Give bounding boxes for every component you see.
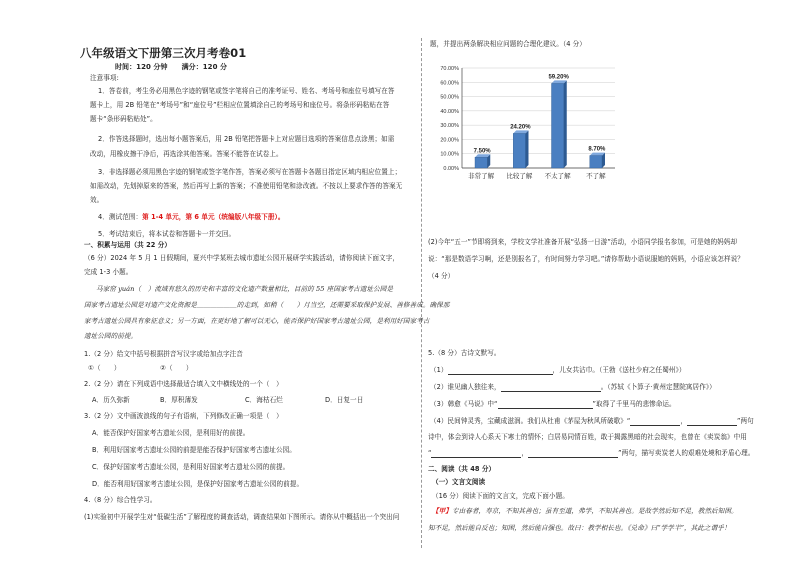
q4-part2-b: 说：“那是数语学习啊，还是别报名了，有时间努力学习吧。”请你帮助小语说服她的妈妈，小语应该怎样说？ [428, 255, 744, 263]
bar [552, 83, 564, 168]
q4-part1-a: (1)实验初中开展学生对“低碳生活”了解程度的调查活动，调查结果如下图所示。请你从中概括出一个突出问 [84, 513, 400, 521]
bar-side [564, 80, 567, 168]
section-2-heading: 二、阅读（共 48 分） [428, 465, 496, 473]
y-tick-label: 40.00% [440, 108, 459, 115]
q5-answer-blank-7[interactable] [528, 450, 618, 458]
y-tick-label: 20.00% [440, 137, 459, 144]
y-tick-label: 30.00% [440, 123, 459, 130]
jia-line-2: 知不足，然后能自反也；知困，然后能自强也。故曰：教学相长也。《兑命》曰“学学半”，其此之谓乎！ [428, 524, 731, 532]
q1-blank-2[interactable]: ②（ ） [160, 364, 193, 372]
note-3c: 效。 [90, 196, 104, 204]
q5-line-4 [430, 417, 754, 426]
note-3a: 3．非选择题必须用黑色字迹的钢笔或签字笔作答，答案必须写在答题卡各题目指定区域内相应位置上； [98, 168, 402, 176]
data-label: 24.20% [510, 124, 531, 131]
q5-line-4-tail: ”两句 [737, 417, 754, 425]
q5-stem: 5.（8 分）古诗文默写。 [428, 349, 501, 357]
q3-option-b[interactable]: B．利用好国家考古遗址公园的前提是能否保护好国家考古遗址公园。 [92, 446, 296, 454]
note-3b: 如需改动，先划掉原来的答案，然后再写上新的答案；不准使用铅笔和涂改液。不按以上要求作答的答案无 [90, 182, 403, 190]
passage-line-4: 遗址公园的前提。 [84, 332, 138, 340]
q5-answer-blank-3[interactable] [498, 401, 593, 409]
q5-line-2-source: 。（苏轼《卜算子·黄州定慧院寓居作》） [600, 383, 716, 391]
jia-text-1: 专由春者，寿京，不知其善也；虽有至道，弗学，不知其善也。是故学然后知不足，教然后知困。 [451, 507, 738, 515]
chart-svg [430, 60, 620, 185]
q5-line-6-tail: ”两句，描写卖炭老人的艰难处境和矛盾心理。 [618, 449, 755, 457]
section-1-intro-b: 完成 1-3 小题。 [84, 268, 133, 276]
q5-line-4-comma: ， [680, 417, 688, 425]
q3-stem: 3.（2 分）文中画波浪线的句子有语病，下列修改正确一项是（ ） [84, 412, 283, 420]
q5-line-3-text: （3）韩愈《马说》中“ [430, 400, 498, 408]
q5-line-1-num: （1） [430, 366, 448, 374]
y-tick-label: 0.00% [443, 166, 459, 172]
note-2b: 改动，用橡皮擦干净后，再选涂其他答案。答案不能答在试卷上。 [90, 150, 283, 158]
section-1-intro-a: （6 分）2024 年 5 月 1 日假期间，夏兴中学某班去城市遗址公园开展研学实践活动，请你阅读下面文字， [84, 254, 399, 262]
data-label: 7.50% [473, 148, 491, 155]
q2-option-b[interactable]: B．厚积薄发 [160, 396, 198, 404]
data-label: 8.70% [588, 146, 606, 153]
q2-option-a[interactable]: A．历久弥新 [92, 396, 130, 404]
q5-answer-blank-6[interactable] [431, 450, 521, 458]
exam-info: 时间：120 分钟 满分：120 分 [115, 63, 228, 71]
x-tick-label: 不了解 [586, 173, 606, 180]
q5-answer-blank-4[interactable] [630, 418, 680, 426]
column-divider [421, 38, 422, 548]
section-1-heading: 一、积累与运用（共 22 分） [84, 241, 172, 249]
q4-stem: 4.（8 分）综合性学习。 [84, 496, 157, 504]
q3-option-d[interactable]: D．能否利用好国家考古遗址公园，是保护好国家考古遗址公园的前提。 [92, 480, 304, 488]
passage-line-1: 马家窑 yuán（ ）流域有悠久的历史和丰富的文化遗产数量相比，目前的 55 座国家考古遗址公园是 [96, 285, 394, 293]
q5-line-2 [430, 383, 716, 392]
q4-part1-b: 题，并提出两条解决相应问题的合理化建议。（4 分） [430, 40, 586, 48]
q5-line-1-source: ，儿女共沾巾。（王勃《送杜少府之任蜀州》） [552, 366, 686, 374]
q5-line-1 [430, 366, 685, 375]
q5-answer-blank-5[interactable] [687, 418, 737, 426]
y-tick-label: 10.00% [440, 151, 459, 158]
q1-blank-1[interactable]: ①（ ） [88, 364, 121, 372]
page-title: 八年级语文下册第三次月考卷01 [80, 46, 247, 60]
q4-part2-a: (2)今年“五一”节即将到来，学校文学社准备开展“弘扬一日游”活动，小语同学报名参加，可是她的妈妈却 [428, 238, 738, 246]
note-5: 5．考试结束后，将本试卷和答题卡一并交回。 [98, 230, 236, 238]
q2-option-c[interactable]: C．海枯石烂 [245, 396, 283, 404]
passage-line-3: 家考古遗址公园具有象征意义；另一方面，在更好地了解可以无心，能否保护好国家考古遗址公园，是利用好国家考古 [84, 317, 430, 325]
q3-option-c[interactable]: C．保护好国家考古遗址公园，是利用好国家考古遗址公园的前提。 [92, 463, 290, 471]
q5-answer-blank-2[interactable] [501, 384, 601, 392]
notes-heading: 注意事项: [90, 74, 119, 82]
bar-side [525, 130, 528, 168]
q2-stem: 2.（2 分）请在下列成语中选择最适合填入文中横线处的一个（ ） [84, 380, 283, 388]
jia-line-1 [432, 507, 738, 516]
y-tick-label: 60.00% [440, 80, 459, 87]
y-tick-label: 50.00% [440, 94, 459, 101]
bar [475, 157, 487, 168]
q5-answer-blank-1[interactable] [448, 367, 553, 375]
note-4 [98, 213, 284, 222]
test-range: 第 1-4 单元，第 6 单元（统编版八年级下册）。 [142, 213, 285, 221]
q5-line-3-tail: ”取得了千里马的悲惨命运。 [592, 400, 676, 408]
survey-bar-chart [430, 60, 620, 185]
data-label: 59.20% [548, 74, 569, 81]
note-4-prefix: 4．测试范围： [98, 213, 143, 221]
q1-stem: 1.（2 分）给文中括号根据拼音写汉字或给加点字注音 [84, 350, 243, 358]
x-tick-label: 非常了解 [468, 173, 495, 180]
q3-option-a[interactable]: A．能否保护好国家考古遗址公园，是利用好的前提。 [92, 429, 250, 437]
q4-part2-c: （4 分） [428, 272, 455, 280]
q5-line-6-open: “ [428, 449, 432, 457]
x-tick-label: 不太了解 [544, 173, 571, 180]
jia-label: 【甲】 [432, 507, 452, 515]
note-2a: 2．作答选择题时，选出每小题答案后，用 2B 铅笔把答题卡上对应题目选项的答案信息点涂黑；如需 [98, 135, 395, 143]
q2-option-d[interactable]: D．日复一日 [325, 396, 364, 404]
section-2-question: （16 分）阅读下面的文言文，完成下面小题。 [432, 492, 569, 500]
q5-line-6-comma: ， [521, 449, 529, 457]
note-1b: 题卡上，用 2B 铅笔在“考场号”和“座位号”栏相应位置填涂自己的考场号和座位号。将条形码粘贴在答 [90, 101, 390, 109]
q5-line-6 [428, 449, 754, 458]
bar [513, 133, 525, 168]
q5-line-3 [430, 400, 676, 409]
note-1c: 题卡“条形码粘贴处”。 [90, 115, 157, 123]
section-2-sub: （一）文言文阅读 [432, 478, 486, 486]
bar [590, 156, 602, 168]
q5-line-2-text: （2）谁见幽人独往来， [430, 383, 501, 391]
note-1a: 1．答卷前，考生务必用黑色字迹的钢笔或签字笔将自己的准考证号、姓名、考场号和座位号填写在答 [98, 87, 395, 95]
q5-line-4-text: （4）民间钟灵秀，宝藏成滋润。我们从杜甫《茅屋为秋风所破歌》“ [430, 417, 631, 425]
x-tick-label: 比较了解 [506, 173, 533, 180]
y-tick-label: 70.00% [440, 66, 459, 72]
passage-line-2: 国家考古遗址公园是对遗产文化资源是＿＿＿＿＿＿的走到，如稍（ ）月当空，还需要采取保护发展、善修善成。确保那 [84, 301, 450, 309]
q5-line-5: 诗中，体会到诗人心系天下寒士的情怀；白居易同情百姓，敢于揭露黑暗的社会现实，也曾在《卖炭翁》中用 [428, 433, 747, 441]
